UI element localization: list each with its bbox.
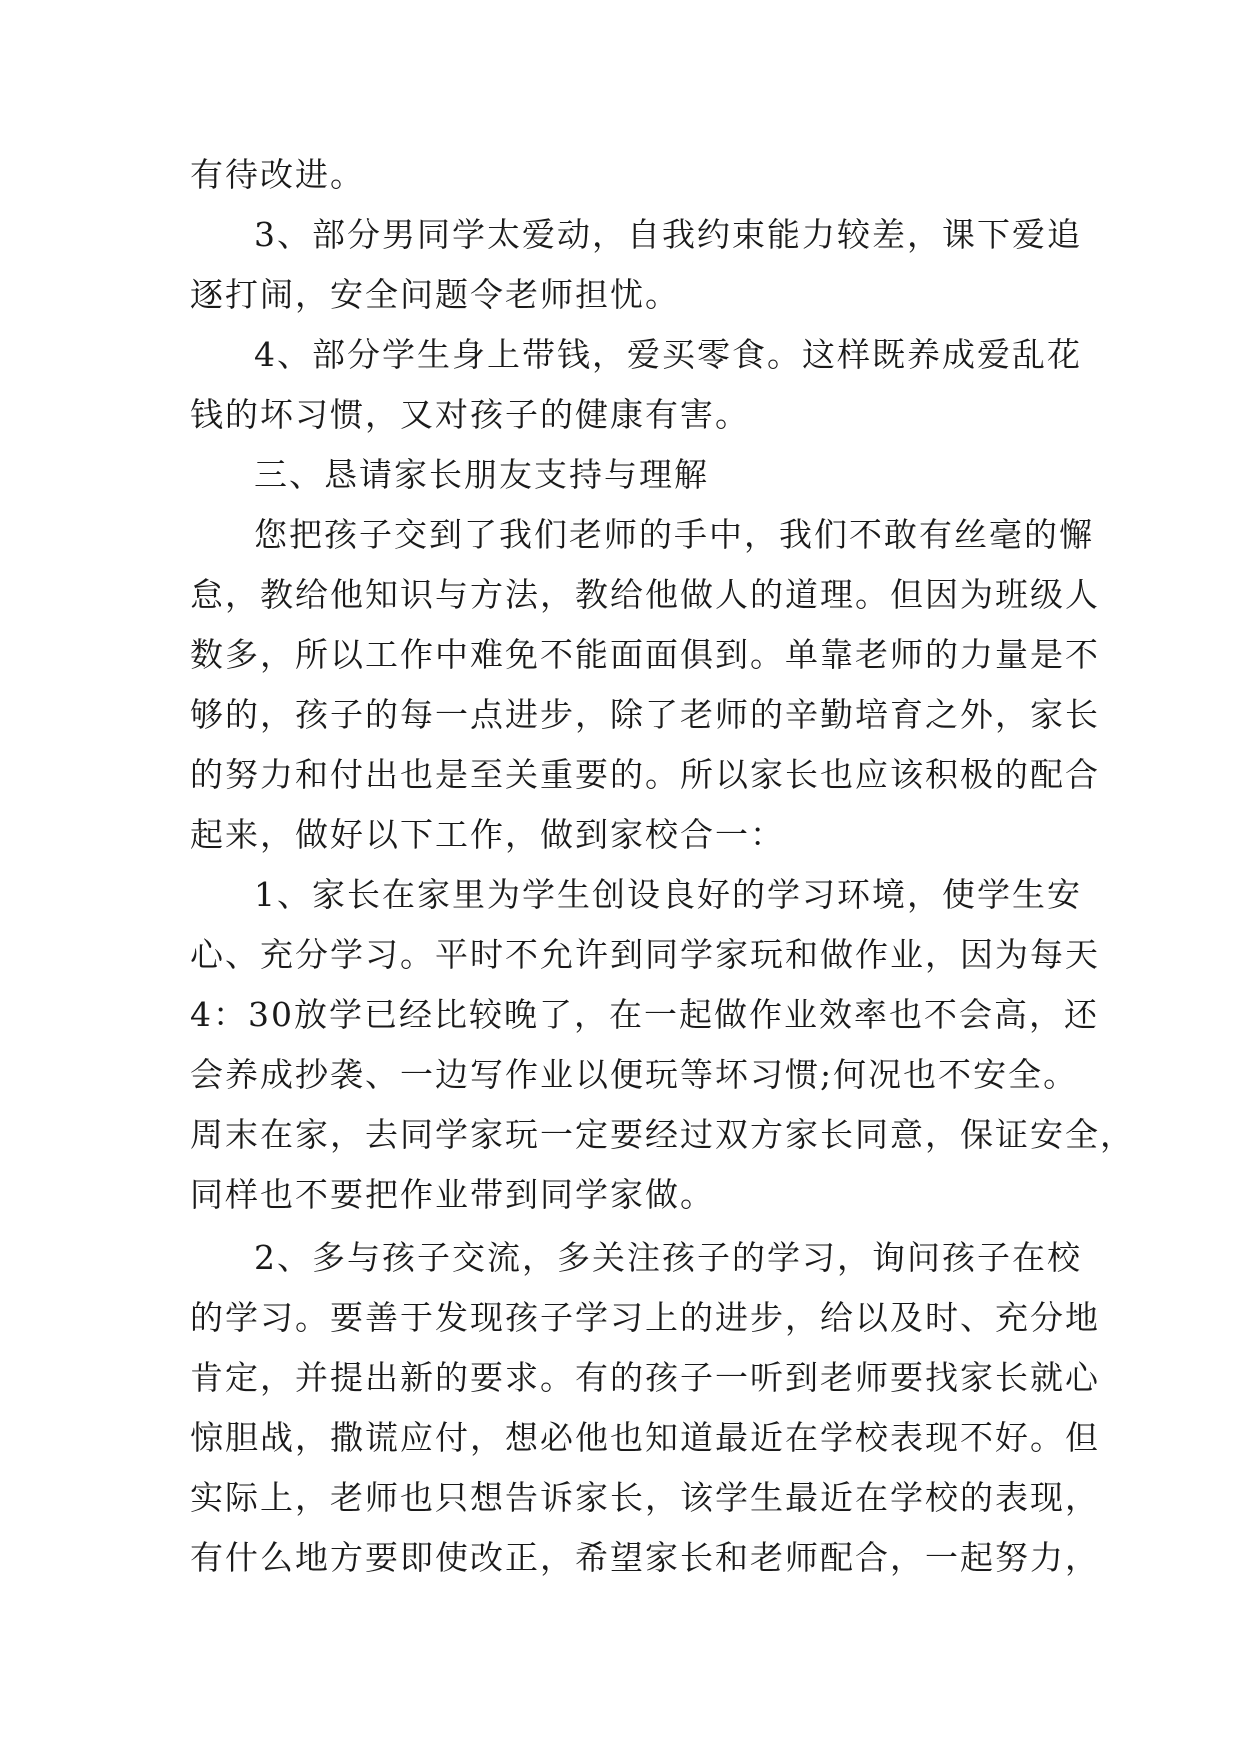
text-line: 4：30放学已经比较晚了，在一起做作业效率也不会高，还	[190, 995, 1099, 1034]
text-line: 有待改进。	[190, 155, 365, 194]
text-line: 实际上，老师也只想告诉家长，该学生最近在学校的表现，	[190, 1478, 1100, 1517]
text-line: 逐打闹，安全问题令老师担忧。	[190, 275, 680, 314]
text-line: 会养成抄袭、一边写作业以便玩等坏习惯;何况也不安全。	[190, 1055, 1079, 1094]
text-line: 钱的坏习惯，又对孩子的健康有害。	[190, 395, 750, 434]
text-line: 数多，所以工作中难免不能面面俱到。单靠老师的力量是不	[190, 635, 1100, 674]
text-line: 同样也不要把作业带到同学家做。	[190, 1175, 715, 1214]
text-line: 2、多与孩子交流，多关注孩子的学习，询问孩子在校	[254, 1238, 1082, 1277]
text-line: 您把孩子交到了我们老师的手中，我们不敢有丝毫的懈	[254, 515, 1094, 554]
text-line: 1、家长在家里为学生创设良好的学习环境，使学生安	[254, 875, 1082, 914]
text-line: 惊胆战，撒谎应付，想必他也知道最近在学校表现不好。但	[190, 1418, 1100, 1457]
text-line: 有什么地方要即使改正，希望家长和老师配合，一起努力，	[190, 1538, 1100, 1577]
text-line: 3、部分男同学太爱动，自我约束能力较差，课下爱追	[254, 215, 1082, 254]
text-line: 够的，孩子的每一点进步，除了老师的辛勤培育之外，家长	[190, 695, 1100, 734]
text-line: 周末在家，去同学家玩一定要经过双方家长同意，保证安全，	[190, 1115, 1135, 1154]
section-heading: 三、恳请家长朋友支持与理解	[254, 455, 709, 494]
text-line: 的努力和付出也是至关重要的。所以家长也应该积极的配合	[190, 755, 1100, 794]
text-line: 肯定，并提出新的要求。有的孩子一听到老师要找家长就心	[190, 1358, 1100, 1397]
text-line: 心、充分学习。平时不允许到同学家玩和做作业，因为每天	[190, 935, 1100, 974]
text-line: 的学习。要善于发现孩子学习上的进步，给以及时、充分地	[190, 1298, 1100, 1337]
text-line: 起来，做好以下工作，做到家校合一：	[190, 815, 785, 854]
text-line: 4、部分学生身上带钱，爱买零食。这样既养成爱乱花	[254, 335, 1082, 374]
text-line: 怠，教给他知识与方法，教给他做人的道理。但因为班级人	[190, 575, 1100, 614]
